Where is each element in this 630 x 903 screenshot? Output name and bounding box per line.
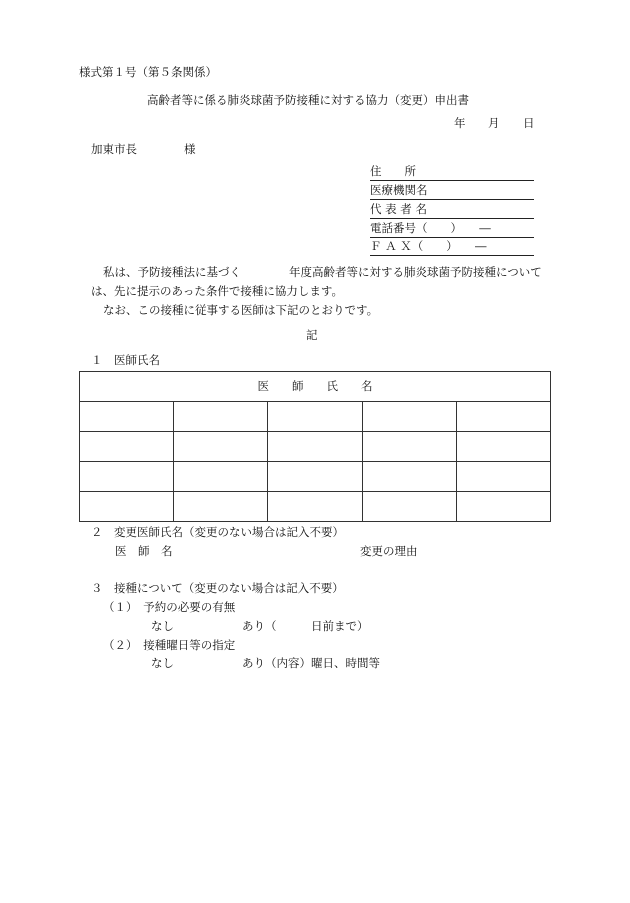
table-cell[interactable] [80,462,174,492]
table-row [80,492,551,522]
body-line2: は、先に提示のあった条件で接種に協力します。 [91,284,343,298]
fax-field[interactable] [370,240,534,256]
table-cell[interactable] [80,432,174,462]
table-cell[interactable] [268,462,362,492]
doctor-name-table [79,371,551,522]
address-field[interactable] [370,165,534,181]
date-month: 月 [488,116,500,130]
phone-label: 電話番号（ ） ― [370,221,491,235]
fax-label: Ｆ Ａ Ｘ（ ） ― [370,239,487,253]
reservation-option-none[interactable]: なし [151,619,174,633]
table-cell[interactable] [456,432,550,462]
table-cell[interactable] [268,432,362,462]
representative-label: 代 表 者 名 [370,202,427,216]
section3-heading: ３ 接種について（変更のない場合は記入不要） [91,581,344,595]
institution-field[interactable] [370,184,534,200]
table-cell[interactable] [80,492,174,522]
table-row [80,432,551,462]
schedule-label: （２） 接種曜日等の指定 [103,638,236,652]
reservation-option-yes[interactable]: あり（ 日前まで） [242,619,369,633]
body-line3: なお、この接種に従事する医師は下記のとおりです。 [103,303,379,317]
form-number: 様式第１号（第５条関係） [79,65,217,79]
table-cell[interactable] [362,432,456,462]
table-cell[interactable] [268,402,362,432]
doctor-name-label: 医 師 名 [115,544,173,558]
table-cell[interactable] [174,492,268,522]
table-cell[interactable] [362,492,456,522]
form-title: 高齢者等に係る肺炎球菌予防接種に対する協力（変更）申出書 [147,93,469,107]
reservation-label: （１） 予約の必要の有無 [103,600,236,614]
table-cell[interactable] [456,492,550,522]
table-cell[interactable] [456,462,550,492]
table-cell[interactable] [268,492,362,522]
schedule-option-yes[interactable]: あり（内容）曜日、時間等 [242,656,380,670]
table-cell[interactable] [362,402,456,432]
addressee: 加東市長 [91,142,137,156]
schedule-option-none[interactable]: なし [151,656,174,670]
institution-label: 医療機関名 [370,183,428,197]
date-day: 日 [523,116,535,130]
table-cell[interactable] [174,462,268,492]
table-cell[interactable] [80,402,174,432]
table-row [80,402,551,432]
table-cell[interactable] [362,462,456,492]
body-line1-b: 年度高齢者等に対する肺炎球菌予防接種について [289,265,542,279]
change-reason-label: 変更の理由 [360,544,418,558]
table-cell[interactable] [174,402,268,432]
representative-field[interactable] [370,203,534,219]
body-line1-a: 私は、予防接種法に基づく [103,265,241,279]
table-row [80,462,551,492]
table-cell[interactable] [456,402,550,432]
ki-mark: 記 [306,328,318,342]
section2-heading: ２ 変更医師氏名（変更のない場合は記入不要） [91,525,344,539]
section1-heading: １ 医師氏名 [91,353,160,367]
date-year: 年 [454,116,466,130]
address-label: 住 所 [370,164,416,178]
table-header-row [80,372,551,402]
phone-field[interactable] [370,222,534,238]
table-cell[interactable] [174,432,268,462]
honorific: 様 [184,142,196,156]
table-header: 医 師 氏 名 [80,372,551,402]
